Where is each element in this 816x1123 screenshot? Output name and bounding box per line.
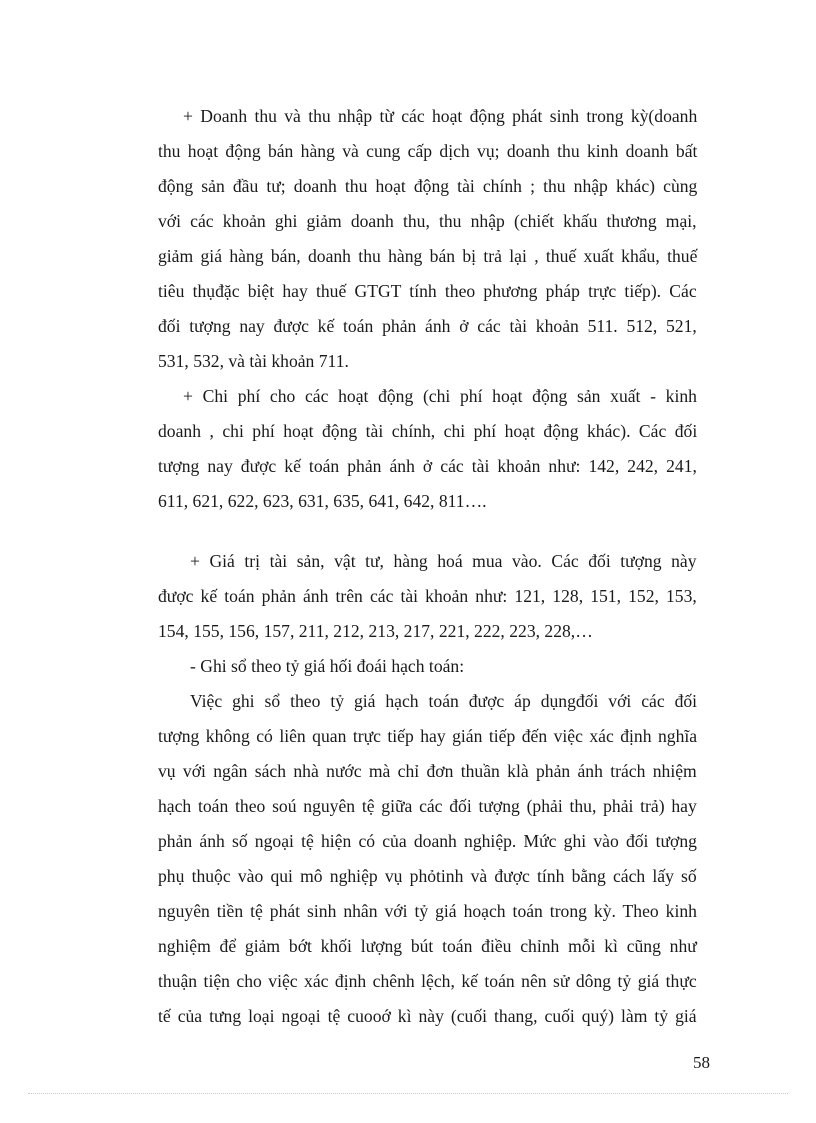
paragraph-3-line-3: 154, 155, 156, 157, 211, 212, 213, 217, 221, 222, 223, 228,… bbox=[158, 621, 593, 641]
paragraph-1-line-3: động sản đầu tư; doanh thu hoạt động tài chính ; thu nhập khác) cùng bbox=[158, 176, 698, 196]
paragraph-1-line-2: thu hoạt động bán hàng và cung cấp dịch vụ; doanh thu kinh doanh bất bbox=[158, 141, 698, 161]
paragraph-4-line-2: tượng không có liên quan trực tiếp hay gián tiếp đến việc xác định nghĩa bbox=[158, 726, 698, 746]
paragraph-4-line-3: vụ với ngân sách nhà nước mà chỉ đơn thuần klà phản ánh trách nhiệm bbox=[158, 761, 697, 781]
paragraph-1-line-4: với các khoản ghi giảm doanh thu, thu nhập (chiết khấu thương mại, bbox=[158, 211, 697, 231]
paragraph-1-line-6: tiêu thụđặc biệt hay thuế GTGT tính theo phương pháp trực tiếp). Các bbox=[158, 281, 697, 301]
paragraph-4-line-1: Việc ghi sổ theo tỷ giá hạch toán được áp dụngđối với các đối bbox=[190, 691, 698, 711]
footer-divider bbox=[28, 1093, 788, 1094]
paragraph-4-line-8: nghiệm để giảm bớt khối lượng bút toán điều chỉnh mỗi kì cũng như bbox=[158, 936, 697, 956]
paragraph-4-line-4: hạch toán theo soú nguyên tệ giữa các đối tượng (phải thu, phải trả) hay bbox=[158, 796, 697, 816]
paragraph-1-line-1: + Doanh thu và thu nhập từ các hoạt động phát sinh trong kỳ(doanh bbox=[183, 106, 698, 126]
paragraph-2-line-2: doanh , chi phí hoạt động tài chính, chi phí hoạt động khác). Các đối bbox=[158, 421, 698, 441]
paragraph-2-line-1: + Chi phí cho các hoạt động (chi phí hoạt động sản xuất - kinh bbox=[183, 386, 697, 406]
paragraph-4-line-6: phụ thuộc vào qui mô nghiệp vụ phỏtinh và được tính bằng cách lấy số bbox=[158, 866, 697, 886]
paragraph-4-line-10: tế của tưng loại ngoại tệ cuooớ kì này (cuối thang, cuối quý) làm tỷ giá bbox=[158, 1006, 697, 1026]
paragraph-2-line-4: 611, 621, 622, 623, 631, 635, 641, 642, 811…. bbox=[158, 491, 487, 511]
paragraph-1-line-8: 531, 532, và tài khoản 711. bbox=[158, 351, 349, 371]
paragraph-4-line-7: nguyên tiền tệ phát sinh nhân với tỷ giá hoạch toán trong kỳ. Theo kinh bbox=[158, 901, 697, 921]
paragraph-4-line-9: thuận tiện cho việc xác định chênh lệch, kế toán nên sử dông tỷ giá thực bbox=[158, 971, 697, 991]
section-heading: - Ghi sổ theo tỷ giá hối đoái hạch toán: bbox=[190, 656, 465, 676]
paragraph-3-line-1: + Giá trị tài sản, vật tư, hàng hoá mua vào. Các đối tượng này bbox=[190, 551, 697, 571]
paragraph-1-line-5: giảm giá hàng bán, doanh thu hàng bán bị trả lại , thuế xuất khẩu, thuế bbox=[158, 246, 698, 266]
paragraph-4-line-5: phản ánh số ngoại tệ hiện có của doanh nghiệp. Mức ghi vào đối tượng bbox=[158, 831, 697, 851]
paragraph-3-line-2: được kế toán phản ánh trên các tài khoản như: 121, 128, 151, 152, 153, bbox=[158, 586, 697, 606]
paragraph-2-line-3: tượng nay được kế toán phản ánh ở các tài khoản như: 142, 242, 241, bbox=[158, 456, 697, 476]
paragraph-1-line-7: đối tượng nay được kế toán phản ánh ở các tài khoản 511. 512, 521, bbox=[158, 316, 697, 336]
page-number: 58 bbox=[693, 1053, 710, 1072]
